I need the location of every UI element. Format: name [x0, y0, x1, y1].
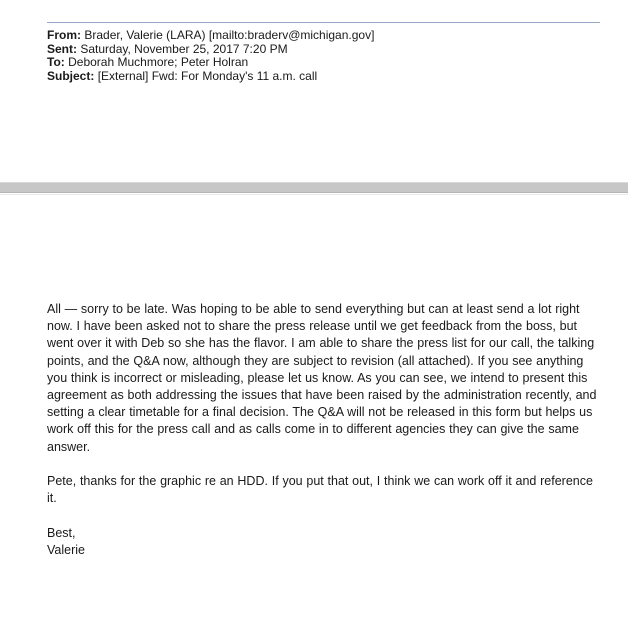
sent-line — [47, 43, 374, 57]
body-paragraph-1 — [47, 301, 617, 456]
to-label: To: — [47, 55, 65, 69]
closing: Best, — [47, 525, 76, 540]
body-line: work off this for the press call and as calls come in to different agencies they can give the same — [47, 422, 579, 437]
body-line: went over it with Deb so she has the flavor. I am able to share the press list for our call, the talking — [47, 336, 595, 351]
body-line: Pete, thanks for the graphic re an HDD. If you put that out, I think we can work off it and reference — [47, 474, 593, 489]
from-label: From: — [47, 28, 81, 42]
email-body — [47, 301, 617, 559]
page-separator-band — [0, 182, 628, 193]
body-line: answer. — [47, 439, 91, 454]
subject-label: Subject: — [47, 68, 95, 83]
body-line: points, and the Q&A now, although they are subject to revision (all attached). If you see anything — [47, 353, 584, 368]
header-divider — [47, 22, 600, 23]
body-line: All — sorry to be late. Was hoping to be able to send everything but can at least send a lot right — [47, 302, 580, 316]
body-line: setting a clear timetable for a final decision. The Q&A will not be released in this form but helps us — [47, 405, 593, 420]
sent-value: Saturday, November 25, 2017 7:20 PM — [80, 41, 288, 56]
signature-name: Valerie — [47, 542, 85, 557]
body-line: it. — [47, 491, 57, 506]
subject-value: [External] Fwd: For Monday's 11 a.m. call — [97, 68, 318, 83]
from-value: Brader, Valerie (LARA) [mailto:braderv@michigan.gov] — [84, 28, 375, 42]
to-line — [47, 56, 374, 70]
page-separator-highlight — [0, 194, 628, 195]
subject-line — [47, 70, 374, 84]
body-line: agreement as both addressing the issues that have been raised by the administration recently, and — [47, 388, 597, 403]
signature-block — [47, 525, 617, 559]
to-value: Deborah Muchmore; Peter Holran — [68, 55, 249, 69]
body-line: you think is incorrect or misleading, please let us know. As you can see, we intend to present this — [47, 370, 588, 385]
sent-label: Sent: — [47, 41, 77, 56]
email-header — [47, 29, 374, 83]
from-line — [47, 29, 374, 43]
body-line: now. I have been asked not to share the press release until we get feedback from the boss, but — [47, 319, 578, 334]
body-paragraph-2 — [47, 473, 617, 507]
